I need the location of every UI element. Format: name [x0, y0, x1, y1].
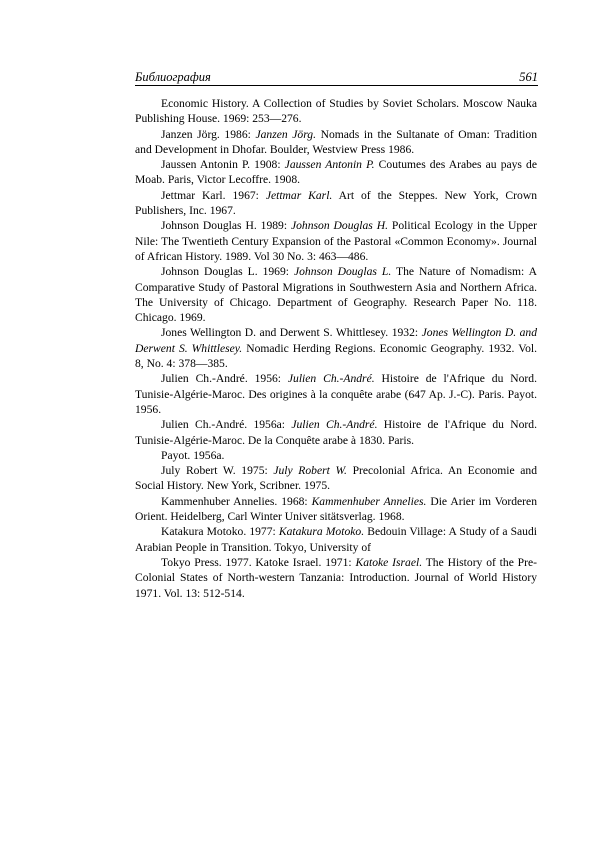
- bibliography-entry: Johnson Douglas H. 1989: Johnson Douglas H. Political Ecology in the Upper Nile: The Twentieth Century Expansion of the Pastoral «Common Economy». Journal of African History. 1989. Vol 30 No. 3: 463—486.: [135, 219, 537, 263]
- bibliography-entry: Economic History. A Collection of Studies by Soviet Scholars. Moscow Nauka Publishing House. 1969: 253—276.: [135, 97, 537, 126]
- section-title: Библиография: [135, 70, 211, 84]
- bibliography-list: [135, 96, 537, 601]
- running-head: [135, 70, 538, 86]
- bibliography-entry: Jones Wellington D. and Derwent S. Whittlesey. 1932: Jones Wellington D. and Derwent S. Whittlesey. Nomadic Herding Regions. Economic Geography. 1932. Vol. 8, No. 4: 378—385.: [135, 326, 537, 371]
- bibliography-entry: July Robert W. 1975: July Robert W. Precolonial Africa. An Economie and Social History. New York, Scribner. 1975.: [135, 464, 537, 493]
- bibliography-entry: Julien Ch.-André. 1956: Julien Ch.-André. Histoire de l'Afrique du Nord. Tunisie-Algérie-Maroc. Des origines à la conquête arabe (647 Ap. J.-C). Paris. Payot. 1956.: [135, 372, 537, 416]
- bibliography-entry: Julien Ch.-André. 1956a: Julien Ch.-André. Histoire de l'Afrique du Nord. Tunisie-Algérie-Maroc. De la Conquête arabe à 1830. Paris.: [135, 418, 537, 447]
- bibliography-entry: Payot. 1956a.: [161, 448, 225, 462]
- bibliography-entry: Katakura Motoko. 1977: Katakura Motoko. Bedouin Village: A Study of a Saudi Arabian People in Transition. Tokyo, University of: [135, 525, 537, 554]
- bibliography-entry: Jaussen Antonin P. 1908: Jaussen Antonin P. Coutumes des Arabes au pays de Moab. Paris, Victor Lecoffre. 1908.: [135, 158, 537, 187]
- bibliography-entry: Johnson Douglas L. 1969: Johnson Douglas L. The Nature of Nomadism: A Comparative Study of Pastoral Migrations in Southwestern Asia and Northern Africa. The University of Chicago. Department of Geography. Research Paper No. 118. Chicago. 1969.: [135, 265, 537, 325]
- page-number: 561: [519, 70, 538, 84]
- bibliography-entry: Janzen Jörg. 1986: Janzen Jörg. Nomads in the Sultanate of Oman: Tradition and Development in Dhofar. Boulder, Westview Press 1986.: [135, 127, 537, 156]
- bibliography-entry: Jettmar Karl. 1967: Jettmar Karl. Art of the Steppes. New York, Crown Publishers, Inc. 1967.: [135, 188, 537, 218]
- bibliography-entry: Kammenhuber Annelies. 1968: Kammenhuber Annelies. Die Arier im Vorderen Orient. Heidelberg, Carl Winter Univer sitätsverlag. 1968.: [135, 494, 537, 524]
- bibliography-entry: Tokyo Press. 1977. Katoke Israel. 1971: Katoke Israel. The History of the Pre-Colonial States of North-western Tanzania: Introduction. Journal of World History 1971. Vol. 13: 512-514.: [135, 555, 537, 600]
